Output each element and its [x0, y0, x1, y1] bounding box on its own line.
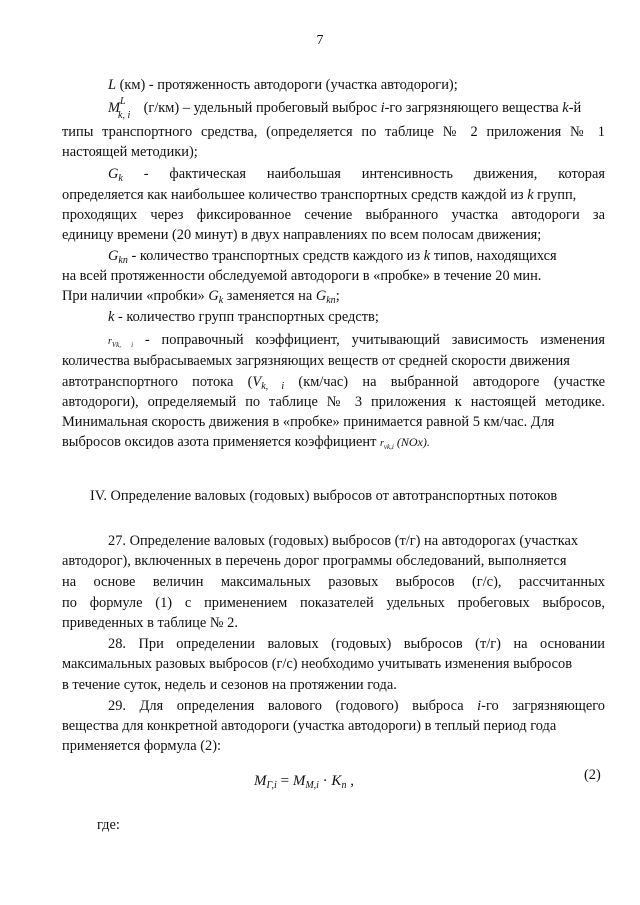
symbol-V-sub: k, i: [261, 381, 285, 392]
definition-r-line6: [62, 433, 430, 456]
formula-m-sub: M,i: [305, 780, 319, 791]
definition-L: [108, 76, 458, 94]
definition-k: [108, 308, 379, 326]
definition-r: [108, 331, 605, 354]
definition-M-text-1: (г/км) – удельный пробеговый выброс: [140, 100, 381, 116]
p27-line3: на основе величин максимальных разовых выбросов (г/с), рассчитанных: [62, 574, 605, 590]
definition-r-line3-a: автотранспортного потока (: [62, 374, 253, 390]
definition-r-line5: Минимальная скорость движения в «пробке» принимается равной 5 км/час. Для: [62, 414, 555, 430]
symbol-M-sup: L: [120, 96, 126, 107]
formula-eq: =: [276, 773, 293, 789]
definition-k-text: - количество групп транспортных средств;: [114, 309, 379, 325]
definition-Gkn-line3-c: ;: [335, 288, 340, 304]
definition-Gk: [108, 165, 605, 188]
definition-Gkn-line2: на всей протяженности обследуемой автодороги в «пробке» в течение 20 мин.: [62, 268, 542, 284]
formula-dot: ·: [318, 773, 332, 789]
p29-line1-b: -го загрязняющего: [481, 698, 605, 714]
symbol-Gkn-inline: G: [315, 288, 327, 304]
definition-r-line2: количества выбрасываемых загрязняющих веществ от средней скорости движения: [62, 353, 570, 369]
definition-L-text: (км) - протяженность автодороги (участка автодороги);: [116, 77, 458, 93]
definition-r-line4: автодороги), определяемый по таблице № 3 приложения к настоящей методике.: [62, 394, 605, 410]
symbol-r-inline: r: [380, 438, 384, 449]
definition-Gk-text: - фактическая наибольшая интенсивность движения, которая: [122, 166, 605, 182]
symbol-Gkn-sub: kn: [118, 255, 128, 266]
definition-r-text: - поправочный коэффициент, учитывающий зависимость изменения: [133, 332, 605, 348]
symbol-k-def: k: [108, 309, 115, 325]
symbol-L: L: [108, 77, 117, 93]
p27-line5: приведенных в таблице № 2.: [62, 615, 238, 631]
formula-k-sub: п: [341, 780, 347, 791]
definition-M-line3: настоящей методики);: [62, 144, 198, 160]
symbol-k-3: k: [423, 248, 431, 264]
symbol-r-sub: Vk, i: [111, 341, 134, 349]
definition-M-text-3: -й: [568, 100, 582, 116]
symbol-r-inline-sub: vk,i: [383, 443, 394, 451]
symbol-M-sub: k, i: [118, 110, 131, 121]
definition-Gkn-line3-a: При наличии «пробки»: [62, 288, 209, 304]
symbol-k-2: k: [527, 187, 534, 203]
p29-line2: вещества для конкретной автодороги (участка автодороги) в теплый период года: [62, 718, 557, 734]
definition-Gkn-text-1: - количество транспортных средств каждого из: [127, 248, 424, 264]
definition-M-text-2: -го загрязняющего вещества: [384, 100, 563, 116]
p29-line3: применяется формула (2):: [62, 738, 221, 754]
symbol-i: i: [380, 100, 385, 116]
definition-Gkn-text-2: типов, находящихся: [430, 248, 557, 264]
formula-lhs: M: [254, 773, 267, 789]
definition-Gk-line3: проходящих через фиксированное сечение выбранного участка автодороги за: [62, 207, 605, 223]
page-number: 7: [316, 33, 324, 48]
formula-lhs-sub: Г,i: [266, 780, 277, 791]
p28-line2: максимальных разовых выбросов (г/с) необходимо учитывать изменения выбросов: [62, 656, 573, 672]
section-heading: IV. Определение валовых (годовых) выбросов от автотранспортных потоков: [90, 488, 558, 504]
symbol-G-sub: k: [118, 173, 123, 184]
p29-line1-a: 29. Для определения валового (годового) выброса: [108, 698, 478, 714]
definition-Gk-line2-b: групп,: [533, 187, 577, 203]
symbol-Gk-inline: G: [208, 288, 219, 304]
p27-line1: 27. Определение валовых (годовых) выбросов (т/г) на автодорогах (участках: [108, 533, 579, 549]
symbol-k: k: [562, 100, 569, 116]
formula-number: (2): [584, 767, 601, 783]
p28-line3: в течение суток, недель и сезонов на протяжении года.: [62, 677, 397, 693]
symbol-i-2: i: [477, 698, 482, 714]
symbol-NOx: (NOx).: [393, 435, 430, 449]
definition-Gk-line2-a: определяется как наибольшее количество транспортных средств каждой из: [62, 187, 528, 203]
definition-M-line2: типы транспортного средства, (определяется по таблице № 2 приложения № 1: [62, 124, 605, 140]
definition-Gkn-line3-b: заменяется на: [223, 288, 316, 304]
formula-2: [254, 773, 354, 791]
p29-line1: [108, 697, 605, 715]
where-label: где:: [97, 817, 120, 833]
p28-line1: 28. При определении валовых (годовых) выбросов (т/г) на основании: [108, 636, 605, 652]
symbol-M: [108, 96, 131, 121]
symbol-r: r: [108, 336, 112, 347]
definition-r-line3-b: (км/час) на выбранной автодороге (участке: [284, 374, 605, 390]
p27-line4: по формуле (1) с применением показателей удельных пробеговых выбросов,: [62, 595, 605, 611]
formula-k: K: [331, 773, 342, 789]
formula-m: M: [292, 773, 306, 789]
p27-line2: автодорог), включенных в перечень дорог программы обследований, выполняется: [62, 553, 567, 569]
definition-Gk-line2: [62, 186, 576, 204]
formula-tail: ,: [346, 773, 354, 789]
definition-r-line6-a: выбросов оксидов азота применяется коэффициент: [62, 434, 381, 450]
definition-M: [108, 96, 582, 121]
definition-Gkn-line3: [62, 287, 340, 310]
symbol-M-base: M: [108, 100, 120, 116]
symbol-V: V: [252, 374, 262, 390]
definition-Gk-line4: единицу времени (20 минут) в двух направлениях по всем полосам движения;: [62, 227, 542, 243]
symbol-Gkn: G: [108, 248, 119, 264]
symbol-Gk-inline-sub: k: [218, 295, 224, 306]
symbol-Gkn-inline-sub: kn: [326, 295, 336, 306]
symbol-G: G: [108, 166, 119, 182]
